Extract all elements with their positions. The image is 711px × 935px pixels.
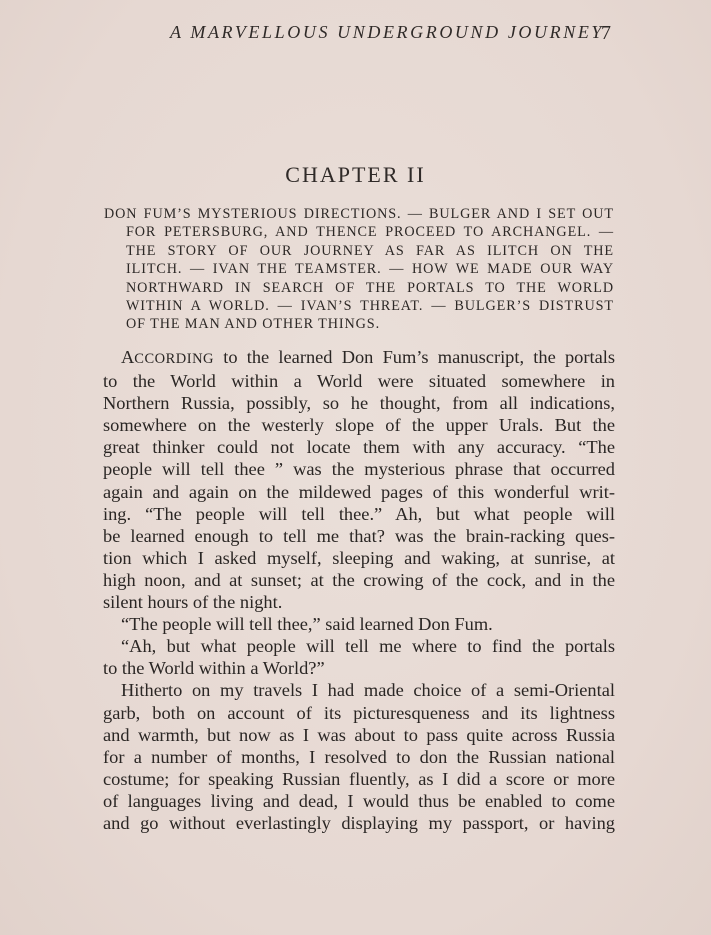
body-line: and warmth, but now as I was about to pass quite across Russia (103, 724, 615, 745)
synopsis-line: DON FUM’S MYSTERIOUS DIRECTIONS. — BULGER AND I SET OUT (104, 206, 614, 222)
small-caps-word: CCORDING (134, 351, 215, 367)
synopsis-line: OF THE MAN AND OTHER THINGS. (126, 316, 381, 333)
synopsis-line: NORTHWARD IN SEARCH OF THE PORTALS TO THE WORLD (126, 279, 614, 296)
body-line: for a number of months, I resolved to don the Russian national (103, 746, 615, 767)
body-line: high noon, and at sunset; at the crowing of the cock, and in the (103, 569, 615, 590)
body-line: Hitherto on my travels I had made choice of a semi-Oriental (121, 680, 615, 701)
body-line: again and again on the mildewed pages of this wonderful writ- (103, 481, 615, 502)
body-line: garb, both on account of its picturesqueness and its lightness (103, 702, 615, 723)
body-line: Northern Russia, possibly, so he thought, from all indications, (103, 393, 615, 414)
body-line: somewhere on the westerly slope of the upper Urals. But the (103, 415, 615, 436)
running-title: A MARVELLOUS UNDERGROUND JOURNEY (170, 22, 605, 42)
synopsis-line: FOR PETERSBURG, AND THENCE PROCEED TO ARCHANGEL. — (126, 224, 614, 241)
chapter-title: CHAPTER II (285, 162, 426, 187)
synopsis-line: THE STORY OF OUR JOURNEY AS FAR AS ILITCH ON THE (126, 242, 614, 259)
body-line: ing. “The people will tell thee.” Ah, but what people will (103, 503, 615, 524)
synopsis-line: WITHIN A WORLD. — IVAN’S THREAT. — BULGER’S DISTRUST (126, 298, 614, 315)
body-line-rest: to the learned Don Fum’s manuscript, the portals (214, 347, 615, 367)
body-line: tion which I asked myself, sleeping and waking, at sunrise, at (103, 547, 615, 568)
body-line: costume; for speaking Russian fluently, as I did a score or more (103, 768, 615, 789)
page-number: 7 (601, 22, 611, 44)
body-line: to the World within a World were situated somewhere in (103, 371, 615, 392)
body-text (103, 346, 615, 834)
body-line: “Ah, but what people will tell me where to find the portals (121, 636, 615, 657)
body-line: people will tell thee ” was the mysterious phrase that occurred (103, 459, 615, 480)
chapter-synopsis (104, 205, 614, 334)
paragraph-first-line (103, 346, 615, 370)
synopsis-line: ILITCH. — IVAN THE TEAMSTER. — HOW WE MADE OUR WAY (126, 261, 614, 278)
body-line: and go without everlastingly displaying my passport, or having (103, 812, 615, 833)
body-line: be learned enough to tell me that? was the brain-racking ques- (103, 525, 615, 546)
body-line: of languages living and dead, I would thus be enabled to come (103, 790, 615, 811)
body-line: great thinker could not locate them with any accuracy. “The (103, 437, 615, 458)
body-line: to the World within a World?” (103, 658, 325, 679)
body-line: “The people will tell thee,” said learned Don Fum. (121, 614, 493, 635)
dropcap-letter: A (121, 347, 135, 367)
body-line: silent hours of the night. (103, 592, 283, 613)
